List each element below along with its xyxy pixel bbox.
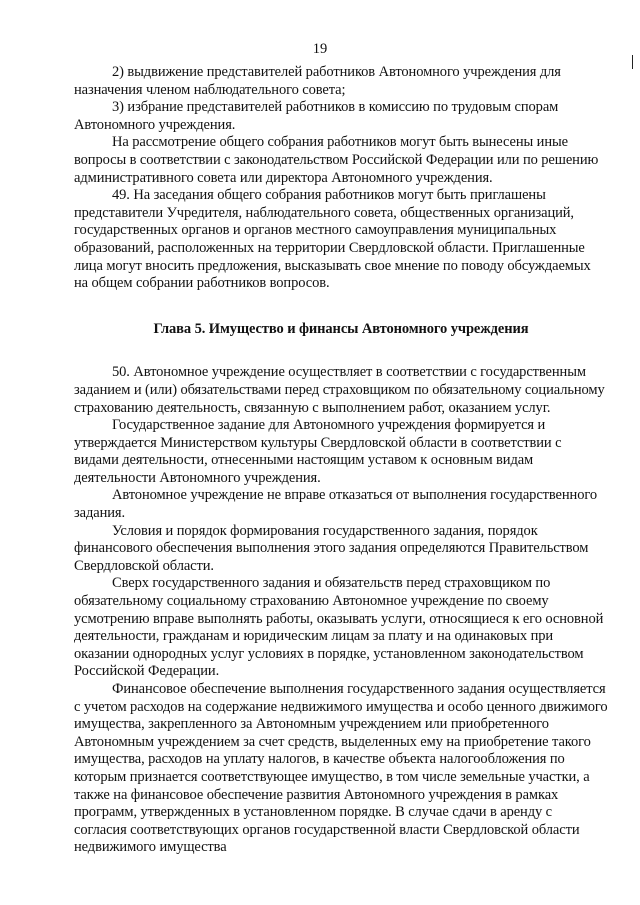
paragraph-clause-2: 2) выдвижение представителей работников Автономного учреждения для назначения членом наблюдательного совета; — [74, 64, 561, 98]
chapter-heading: Глава 5. Имущество и финансы Автономного учреждения — [153, 320, 529, 337]
paragraph-cannot-refuse: Автономное учреждение не вправе отказаться от выполнения государственного задания. — [74, 487, 597, 522]
paragraph-conditions: Условия и порядок формирования государственного задания, порядок финансового обеспечения выполнения этого задания определяются Правительством Свердловской области. — [74, 522, 589, 574]
paragraph-clause-3: 3) избрание представителей работников в комиссию по трудовым спорам Автономного учреждения. — [74, 99, 559, 133]
paragraph-50: 50. Автономное учреждение осуществляет в соответствии с государственным заданием и (или) обязательствами перед страховщиком по обязательному социальному страхованию деятельность, связанную с выполнением работ, оказанием услуг. — [74, 364, 605, 416]
paragraph-financial-support: Финансовое обеспечение выполнения государственного задания осуществляется с учетом расходов на содержание недвижимого имущества и особо ценного движимого имущества, закрепленного за Автономным учреждением или приобретенного Автономным учреждением за счет средств, выделенных ему на приобретение такого имущества, расходов на уплату налогов, в качестве объекта налогообложения по которым признается соответствующее имущество, в том числе земельные участки, а также на финансовое обеспечение развития Автономного учреждения в рамках программ, утвержденных в установленном порядке. В случае сдачи в аренду с согласия соответствующих органов государственной власти Свердловской области недвижимого имущества — [74, 681, 608, 856]
document-body — [74, 64, 608, 857]
scan-mark — [632, 55, 633, 69]
paragraph-49: 49. На заседания общего собрания работников могут быть приглашены представители Учредителя, наблюдательного совета, общественных организаций, государственных органов и органов местного самоуправления муниципальных образований, расположенных на территории Свердловской области. Приглашенные лица могут вносить предложения, высказывать свое мнение по поводу обсуждаемых на общем собрании работников вопросов. — [74, 187, 591, 292]
paragraph-other-questions: На рассмотрение общего собрания работников могут быть вынесены иные вопросы в соответствии с законодательством Российской Федерации или по решению административного совета или директора Автономного учреждения. — [74, 134, 599, 186]
paragraph-state-assignment: Государственное задание для Автономного учреждения формируется и утверждается Министерством культуры Свердловской области в соответствии с видами деятельности, отнесенными настоящим уставом к основным видам деятельности Автономного учреждения. — [74, 417, 562, 486]
paragraph-beyond-assignment: Сверх государственного задания и обязательств перед страховщиком по обязательному социальному страхованию Автономное учреждение по своему усмотрению вправе выполнять работы, оказывать услуги, относящиеся к его основной деятельности, гражданам и юридическим лицам за плату и на одинаковых при оказании однородных услуг условиях в порядке, установленном законодательством Российской Федерации. — [74, 575, 604, 680]
page-number: 19 — [312, 41, 328, 57]
